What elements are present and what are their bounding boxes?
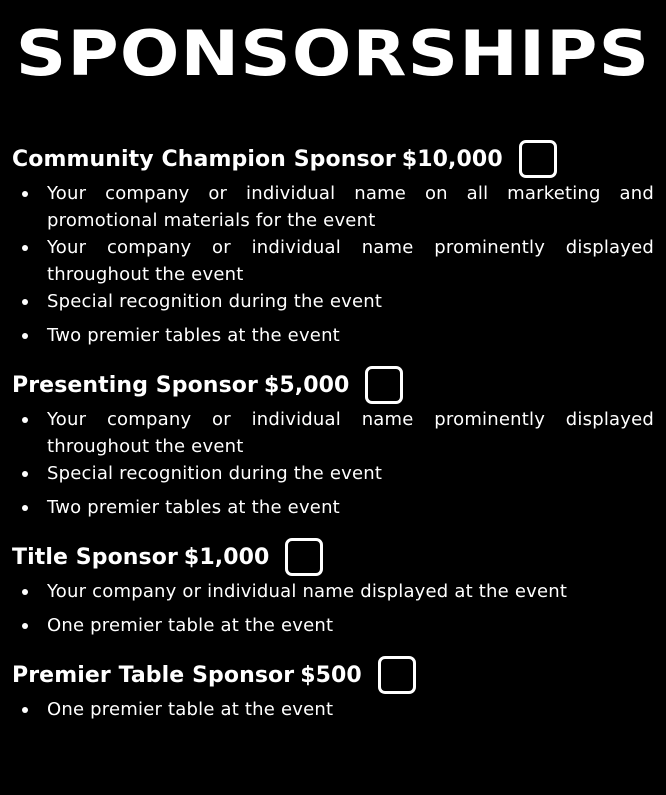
benefit-text: Your company or individual name on all marketing and promotional materials for the event bbox=[47, 183, 654, 231]
tier-price: $10,000 bbox=[401, 146, 503, 172]
tier-price: $5,000 bbox=[263, 372, 350, 398]
tier-title bbox=[12, 663, 362, 688]
benefit-item bbox=[12, 288, 654, 315]
benefit-list bbox=[12, 180, 654, 349]
benefit-text: Two premier tables at the event bbox=[47, 497, 340, 518]
tier-header bbox=[12, 654, 654, 696]
sponsor-tier-title bbox=[12, 536, 654, 639]
benefit-item bbox=[12, 696, 654, 723]
tier-name: Premier Table Sponsor bbox=[12, 662, 295, 688]
tier-header bbox=[12, 138, 654, 180]
benefit-list bbox=[12, 578, 654, 639]
bullet-icon bbox=[22, 417, 28, 423]
page-title: SPONSORSHIPS bbox=[15, 17, 651, 90]
tier-title bbox=[12, 545, 269, 570]
sponsor-tier-presenting bbox=[12, 364, 654, 521]
benefit-text: Your company or individual name displayed at the event bbox=[47, 581, 568, 602]
benefit-list bbox=[12, 696, 654, 723]
bullet-icon bbox=[22, 707, 28, 713]
benefit-text: Your company or individual name prominently displayed throughout the event bbox=[47, 409, 654, 457]
tier-checkbox[interactable] bbox=[365, 366, 403, 404]
bullet-icon bbox=[22, 299, 28, 305]
bullet-icon bbox=[22, 589, 28, 595]
tier-checkbox[interactable] bbox=[378, 656, 416, 694]
bullet-icon bbox=[22, 471, 28, 477]
tier-name: Presenting Sponsor bbox=[12, 372, 258, 398]
benefit-text: Two premier tables at the event bbox=[47, 325, 340, 346]
benefit-item bbox=[12, 578, 654, 605]
bullet-icon bbox=[22, 623, 28, 629]
tier-price: $500 bbox=[300, 662, 362, 688]
tier-title bbox=[12, 373, 349, 398]
benefit-list bbox=[12, 406, 654, 521]
benefit-item bbox=[12, 494, 654, 521]
sponsor-tier-premier-table bbox=[12, 654, 654, 723]
bullet-icon bbox=[22, 333, 28, 339]
tier-checkbox[interactable] bbox=[285, 538, 323, 576]
tier-name: Community Champion Sponsor bbox=[12, 146, 396, 172]
tier-header bbox=[12, 536, 654, 578]
tier-header bbox=[12, 364, 654, 406]
benefit-item bbox=[12, 234, 654, 288]
tier-title bbox=[12, 147, 503, 172]
tier-checkbox[interactable] bbox=[519, 140, 557, 178]
benefit-item bbox=[12, 460, 654, 487]
tier-price: $1,000 bbox=[183, 544, 270, 570]
benefit-item bbox=[12, 322, 654, 349]
sponsor-tier-community-champion bbox=[12, 138, 654, 349]
benefit-item bbox=[12, 612, 654, 639]
tier-name: Title Sponsor bbox=[12, 544, 178, 570]
bullet-icon bbox=[22, 191, 28, 197]
benefit-text: Special recognition during the event bbox=[47, 291, 383, 312]
bullet-icon bbox=[22, 245, 28, 251]
benefit-text: Special recognition during the event bbox=[47, 463, 383, 484]
benefit-text: Your company or individual name prominently displayed throughout the event bbox=[47, 237, 654, 285]
benefit-item bbox=[12, 180, 654, 234]
benefit-text: One premier table at the event bbox=[47, 615, 334, 636]
benefit-item bbox=[12, 406, 654, 460]
bullet-icon bbox=[22, 505, 28, 511]
benefit-text: One premier table at the event bbox=[47, 699, 334, 720]
